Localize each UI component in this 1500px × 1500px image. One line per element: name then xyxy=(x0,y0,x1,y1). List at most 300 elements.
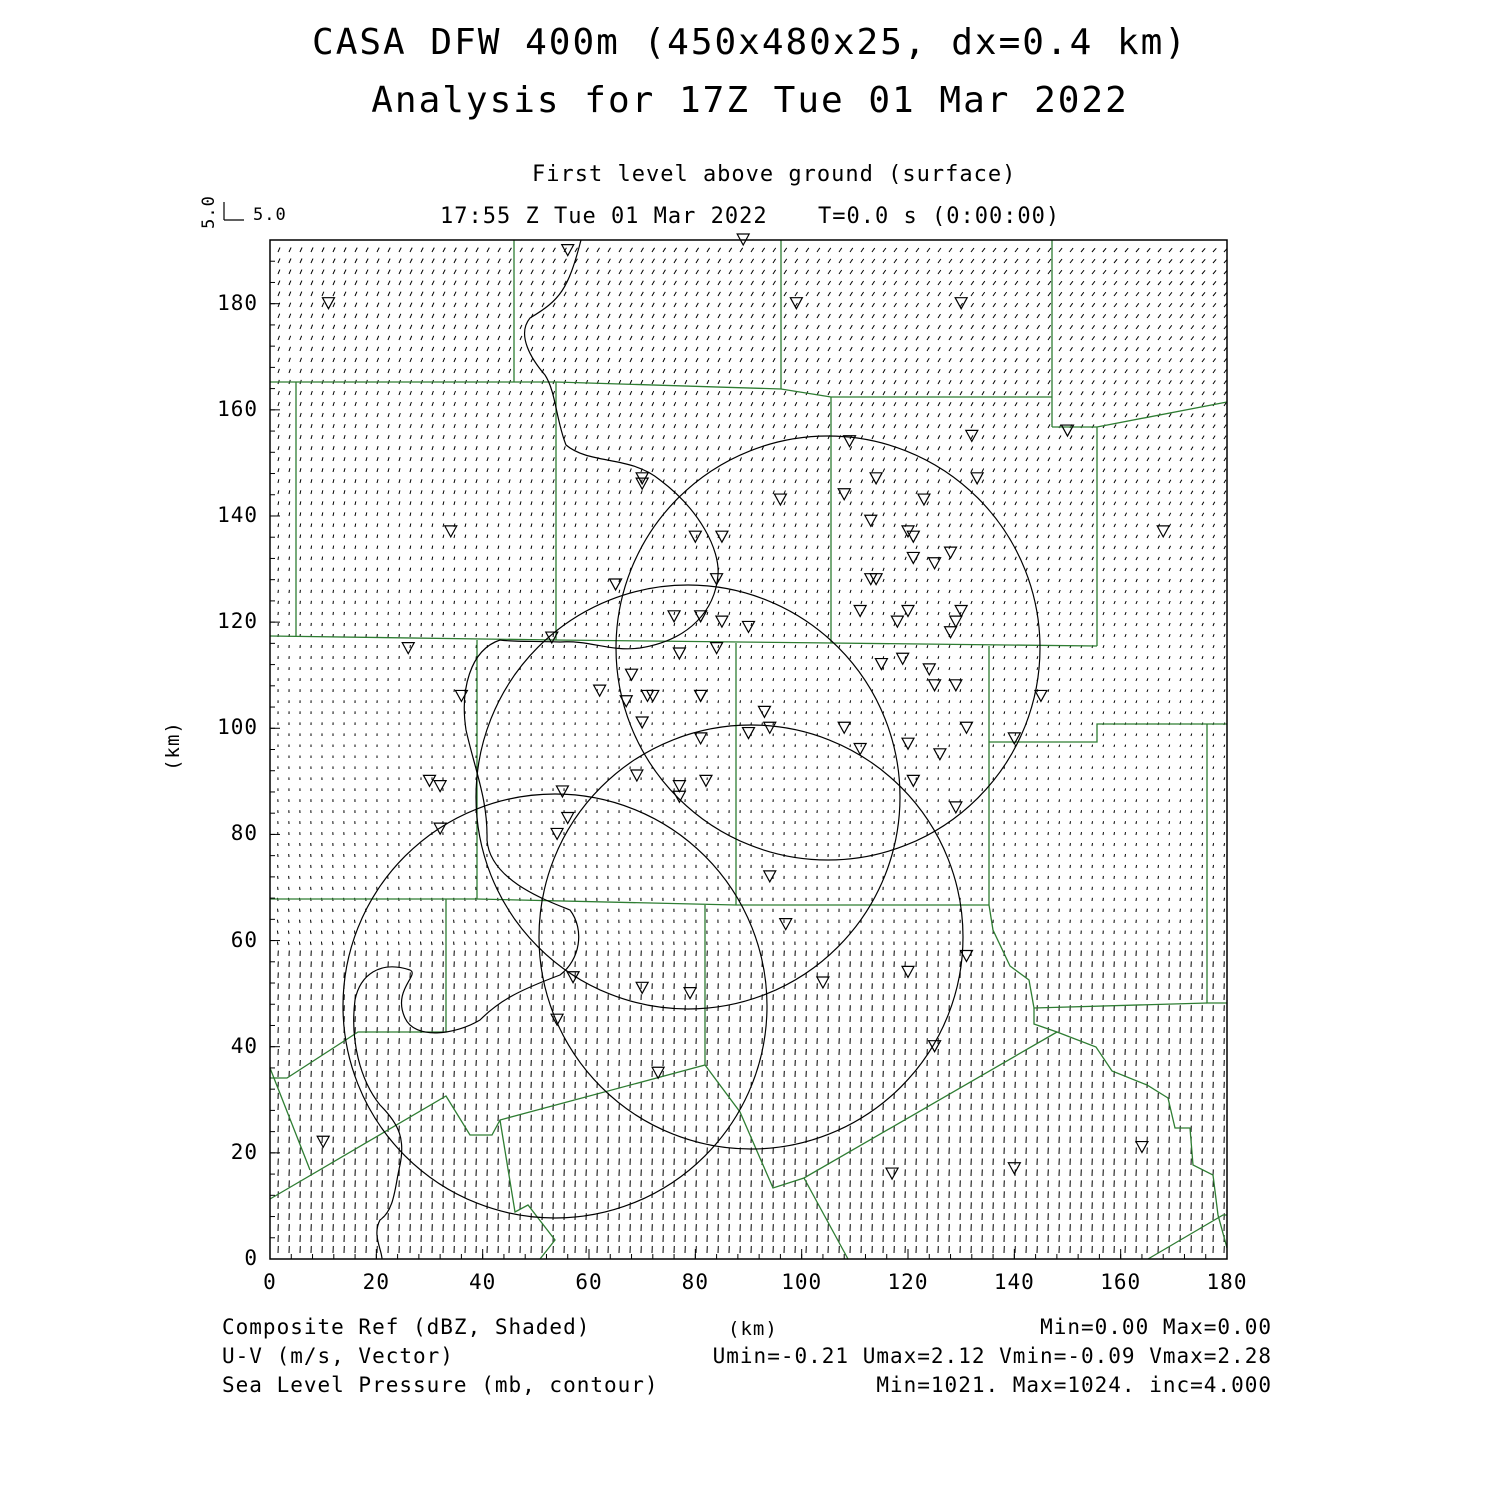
wind-vector xyxy=(927,700,928,703)
wind-vector xyxy=(927,667,928,670)
wind-vector xyxy=(1125,810,1126,813)
wind-vector xyxy=(883,722,884,725)
wind-vector xyxy=(1081,678,1082,681)
wind-vector xyxy=(971,645,972,648)
wind-vector xyxy=(553,623,554,626)
wind-vector xyxy=(762,667,763,670)
wind-vector xyxy=(1169,767,1170,770)
wind-vector xyxy=(894,678,895,681)
wind-vector xyxy=(1191,634,1192,637)
wind-vector xyxy=(586,645,587,648)
wind-vector xyxy=(685,678,686,681)
wind-vector xyxy=(1114,756,1115,759)
wind-vector xyxy=(949,734,950,737)
wind-vector xyxy=(343,942,344,945)
wind-vector xyxy=(1158,667,1159,670)
wind-vector xyxy=(993,756,994,759)
wind-vector xyxy=(1180,767,1181,770)
wind-vector xyxy=(1059,810,1060,813)
wind-vector xyxy=(696,634,697,637)
wind-vector xyxy=(1147,799,1148,802)
wind-vector xyxy=(310,931,311,934)
valid-time-label: 17:55 Z Tue 01 Mar 2022 xyxy=(440,204,768,229)
wind-vector xyxy=(1224,799,1225,802)
wind-vector xyxy=(1180,865,1181,868)
wind-vector xyxy=(993,745,994,748)
wind-vector xyxy=(817,689,818,692)
wind-vector xyxy=(905,689,906,692)
wind-vector xyxy=(762,645,763,648)
wind-vector xyxy=(1114,734,1115,737)
wind-vector xyxy=(828,722,829,725)
wind-vector xyxy=(1103,667,1104,670)
wind-vector xyxy=(277,920,278,923)
wind-vector xyxy=(707,634,708,637)
wind-vector xyxy=(1213,734,1214,737)
wind-vector xyxy=(1059,700,1060,703)
wind-vector xyxy=(1202,887,1203,890)
wind-vector xyxy=(872,667,873,670)
wind-vector xyxy=(1191,689,1192,692)
wind-vector xyxy=(916,678,917,681)
wind-vector xyxy=(1180,810,1181,813)
wind-vector xyxy=(1191,678,1192,681)
wind-vector xyxy=(1048,734,1049,737)
wind-vector xyxy=(1158,678,1159,681)
wind-vector xyxy=(1081,767,1082,770)
wind-vector xyxy=(740,700,741,703)
wind-vector xyxy=(322,931,323,934)
wind-vector xyxy=(1026,745,1027,747)
wind-vector xyxy=(1048,700,1049,703)
wind-vector xyxy=(1004,745,1005,748)
wind-vector xyxy=(1158,745,1159,747)
wind-vector xyxy=(938,656,939,659)
wind-vector xyxy=(1180,788,1181,791)
wind-vector xyxy=(531,623,532,626)
wind-vector xyxy=(1114,634,1115,637)
wind-vector xyxy=(1026,634,1027,637)
wind-vector xyxy=(971,689,972,692)
wind-vector xyxy=(696,678,697,681)
wind-vector xyxy=(1147,865,1148,868)
wind-vector xyxy=(377,931,378,934)
wind-vector xyxy=(619,634,620,637)
wind-vector xyxy=(872,722,873,725)
wind-vector xyxy=(1213,799,1214,802)
wind-vector xyxy=(1125,854,1126,857)
wind-vector xyxy=(1202,821,1203,824)
wind-vector xyxy=(476,634,477,637)
wind-vector xyxy=(872,634,873,637)
wind-vector xyxy=(1213,887,1214,890)
wind-vector xyxy=(288,931,289,934)
wind-vector xyxy=(399,931,400,934)
wind-vector xyxy=(949,756,950,759)
wind-vector xyxy=(982,711,983,714)
wind-vector xyxy=(740,645,741,648)
wind-vector xyxy=(1213,667,1214,670)
wind-vector xyxy=(685,634,686,637)
wind-vector xyxy=(663,634,664,637)
wind-vector xyxy=(861,667,862,670)
wind-vector xyxy=(1103,745,1104,747)
wind-vector xyxy=(905,634,906,637)
wind-vector xyxy=(817,722,818,725)
wind-vector xyxy=(1224,854,1225,857)
wind-vector xyxy=(619,645,620,648)
wind-vector xyxy=(960,745,961,748)
wind-vector xyxy=(1059,788,1060,791)
wind-vector xyxy=(1158,734,1159,737)
wind-vector xyxy=(1213,898,1214,901)
wind-vector xyxy=(1125,821,1126,824)
wind-vector xyxy=(1026,799,1027,802)
wind-vector xyxy=(1180,678,1181,681)
wind-vector xyxy=(1180,876,1181,879)
wind-vector xyxy=(1224,745,1225,747)
wind-vector xyxy=(751,667,752,670)
wind-vector xyxy=(1103,777,1104,780)
wind-vector xyxy=(993,711,994,714)
wind-vector xyxy=(1136,810,1137,813)
wind-vector xyxy=(1092,667,1093,670)
wind-vector xyxy=(1059,832,1060,835)
wind-vector xyxy=(1158,854,1159,857)
wind-vector xyxy=(1169,865,1170,868)
wind-vector xyxy=(729,645,730,648)
wind-vector xyxy=(1103,756,1104,759)
wind-vector xyxy=(762,678,763,681)
wind-vector xyxy=(916,656,917,659)
wind-vector xyxy=(707,656,708,659)
wind-vector xyxy=(1048,756,1049,759)
wind-vector xyxy=(1114,645,1115,648)
wind-vector xyxy=(1015,678,1016,681)
wind-vector xyxy=(850,689,851,692)
wind-vector xyxy=(1158,821,1159,824)
wind-vector xyxy=(1224,810,1225,813)
wind-vector xyxy=(1125,689,1126,692)
wind-vector xyxy=(1224,788,1225,791)
wind-vector xyxy=(905,667,906,670)
wind-vector xyxy=(971,745,972,748)
wind-vector xyxy=(729,656,730,659)
wind-vector xyxy=(718,700,719,703)
wind-vector xyxy=(751,645,752,648)
wind-vector xyxy=(949,722,950,725)
wind-vector xyxy=(982,678,983,681)
wind-vector xyxy=(1015,689,1016,692)
wind-vector xyxy=(685,656,686,659)
wind-vector xyxy=(729,634,730,637)
wind-vector xyxy=(1103,678,1104,681)
wind-vector xyxy=(1213,656,1214,659)
wind-vector xyxy=(1158,777,1159,780)
wind-vector xyxy=(1191,832,1192,835)
wind-vector xyxy=(1092,777,1093,780)
wind-vector xyxy=(1213,645,1214,648)
wind-vector xyxy=(1191,745,1192,747)
wind-vector xyxy=(1081,734,1082,737)
wind-vector xyxy=(817,711,818,714)
wind-vector xyxy=(1125,832,1126,835)
wind-vector xyxy=(795,700,796,703)
wind-vector xyxy=(652,678,653,681)
wind-vector xyxy=(476,623,477,626)
wind-vector xyxy=(795,634,796,637)
wind-vector xyxy=(1037,767,1038,770)
wind-vector xyxy=(905,711,906,714)
wind-vector xyxy=(685,667,686,670)
wind-vector xyxy=(1180,832,1181,835)
wind-vector xyxy=(1092,810,1093,813)
wind-vector xyxy=(1125,645,1126,648)
wind-vector xyxy=(1202,645,1203,648)
wind-vector xyxy=(1037,756,1038,759)
wind-vector xyxy=(1136,678,1137,681)
wind-vector xyxy=(652,634,653,637)
wind-vector xyxy=(894,667,895,670)
wind-vector xyxy=(1103,711,1104,714)
wind-vector xyxy=(1004,799,1005,802)
wind-vector xyxy=(498,634,499,637)
wind-vector xyxy=(971,711,972,714)
wind-vector xyxy=(1070,634,1071,637)
wind-vector xyxy=(982,788,983,791)
wind-vector xyxy=(993,634,994,637)
wind-vector xyxy=(1092,634,1093,637)
wind-vector xyxy=(960,689,961,692)
wind-vector xyxy=(1026,711,1027,714)
wind-vector xyxy=(1191,788,1192,791)
wind-vector xyxy=(1048,678,1049,681)
wind-vector xyxy=(817,656,818,659)
wind-vector xyxy=(806,656,807,659)
wind-vector xyxy=(1180,634,1181,637)
wind-vector xyxy=(1037,777,1038,780)
wind-vector xyxy=(1202,656,1203,659)
wind-vector xyxy=(1070,689,1071,692)
wind-vector xyxy=(960,756,961,759)
wind-vector xyxy=(1191,734,1192,737)
wind-vector xyxy=(1169,821,1170,824)
wind-vector xyxy=(773,656,774,659)
wind-vector xyxy=(1070,756,1071,759)
wind-vector xyxy=(1224,876,1225,879)
wind-vector xyxy=(1070,667,1071,670)
wind-vector xyxy=(1081,799,1082,802)
wind-vector xyxy=(729,689,730,692)
wind-vector xyxy=(1092,711,1093,714)
wind-vector xyxy=(410,942,411,945)
wind-vector xyxy=(1191,777,1192,780)
wind-vector xyxy=(465,623,466,626)
wind-vector xyxy=(839,656,840,659)
wind-vector xyxy=(729,678,730,681)
wind-vector xyxy=(333,909,334,912)
wind-vector xyxy=(1202,767,1203,770)
wind-vector xyxy=(927,734,928,737)
wind-vector xyxy=(1136,799,1137,802)
wind-vector xyxy=(1180,799,1181,802)
wind-vector xyxy=(1015,767,1016,770)
wind-vector xyxy=(1224,865,1225,868)
wind-vector xyxy=(1081,832,1082,835)
wind-vector xyxy=(355,920,356,923)
wind-vector xyxy=(773,700,774,703)
wind-vector xyxy=(740,667,741,670)
wind-vector xyxy=(1224,777,1225,780)
wind-vector xyxy=(1103,810,1104,813)
wind-vector xyxy=(1202,854,1203,857)
wind-vector xyxy=(1213,788,1214,791)
wind-vector xyxy=(1136,865,1137,868)
wind-vector xyxy=(542,645,543,648)
wind-vector xyxy=(1180,711,1181,714)
wind-vector xyxy=(1136,689,1137,692)
wind-vector xyxy=(1114,656,1115,659)
wind-vector xyxy=(333,920,334,923)
wind-vector xyxy=(938,711,939,714)
wind-vector xyxy=(299,931,300,934)
wind-vector xyxy=(1136,843,1137,846)
wind-vector xyxy=(1169,788,1170,791)
wind-vector xyxy=(982,645,983,648)
wind-vector xyxy=(1202,712,1203,715)
wind-vector xyxy=(1015,723,1016,726)
wind-vector xyxy=(1015,810,1016,813)
wind-vector xyxy=(322,909,323,912)
wind-vector xyxy=(1191,865,1192,868)
wind-vector xyxy=(960,777,961,780)
wind-vector xyxy=(1114,799,1115,802)
wind-vector xyxy=(905,645,906,648)
wind-vector xyxy=(1191,887,1192,890)
wind-vector xyxy=(1081,656,1082,659)
wind-vector xyxy=(674,678,675,681)
wind-vector xyxy=(839,634,840,637)
wind-vector xyxy=(982,722,983,725)
wind-vector xyxy=(1070,767,1071,770)
wind-vector xyxy=(1004,777,1005,780)
wind-vector xyxy=(1092,767,1093,770)
wind-vector xyxy=(894,734,895,737)
wind-vector xyxy=(993,689,994,692)
wind-vector xyxy=(1114,745,1115,747)
wind-vector xyxy=(1004,634,1005,637)
wind-vector xyxy=(927,634,928,637)
wind-vector xyxy=(938,667,939,670)
wind-vector xyxy=(1224,689,1225,692)
wind-vector xyxy=(1092,700,1093,703)
wind-vector xyxy=(993,788,994,791)
wind-vector xyxy=(1037,734,1038,737)
wind-vector xyxy=(1070,810,1071,813)
wind-vector xyxy=(938,700,939,703)
wind-vector xyxy=(817,678,818,681)
wind-vector xyxy=(1004,656,1005,659)
wind-vector xyxy=(1147,756,1148,759)
wind-vector xyxy=(1147,734,1148,737)
wind-vector xyxy=(1037,656,1038,659)
wind-vector xyxy=(971,766,972,769)
wind-vector xyxy=(784,700,785,703)
wind-vector xyxy=(740,678,741,681)
wind-vector xyxy=(597,634,598,637)
wind-vector xyxy=(1125,756,1126,759)
wind-vector xyxy=(1158,634,1159,637)
wind-vector xyxy=(696,656,697,659)
wind-vector xyxy=(971,700,972,703)
wind-vector xyxy=(443,942,444,945)
wind-vector xyxy=(575,656,576,659)
wind-vector xyxy=(1004,678,1005,681)
wind-vector xyxy=(344,931,345,934)
wind-vector xyxy=(927,745,928,748)
wind-vector xyxy=(443,623,444,626)
wind-vector xyxy=(311,909,312,912)
wind-vector xyxy=(1048,788,1049,791)
wind-vector xyxy=(421,942,422,945)
wind-vector xyxy=(1037,667,1038,670)
wind-vector xyxy=(1213,634,1214,637)
wind-vector xyxy=(927,678,928,681)
wind-vector xyxy=(806,678,807,681)
wind-vector xyxy=(1191,756,1192,759)
wind-vector xyxy=(289,920,290,923)
wind-vector xyxy=(288,942,289,945)
wind-vector xyxy=(740,656,741,659)
wind-vector xyxy=(916,756,917,759)
wind-vector xyxy=(762,689,763,692)
wind-vector xyxy=(1125,865,1126,868)
wind-vector xyxy=(1136,821,1137,824)
wind-vector xyxy=(1169,734,1170,737)
wind-vector xyxy=(1125,799,1126,802)
wind-vector xyxy=(520,645,521,648)
wind-vector xyxy=(861,722,862,725)
wind-vector xyxy=(1213,712,1214,715)
wind-vector xyxy=(718,689,719,692)
wind-vector xyxy=(1147,645,1148,648)
wind-vector xyxy=(960,766,961,769)
wind-vector xyxy=(927,689,928,692)
wind-vector xyxy=(608,667,609,670)
wind-vector xyxy=(839,711,840,714)
wind-vector xyxy=(916,722,917,725)
wind-vector xyxy=(641,634,642,637)
wind-vector xyxy=(1224,656,1225,659)
wind-vector xyxy=(828,711,829,714)
wind-vector xyxy=(762,634,763,637)
wind-vector xyxy=(1015,799,1016,802)
wind-vector xyxy=(1081,700,1082,703)
wind-vector xyxy=(1070,723,1071,726)
wind-vector xyxy=(300,909,301,912)
wind-vector xyxy=(1092,788,1093,791)
wind-vector xyxy=(1059,734,1060,737)
wind-vector xyxy=(575,623,576,626)
wind-vector xyxy=(1213,876,1214,879)
wind-vector xyxy=(982,767,983,770)
wind-vector xyxy=(1136,788,1137,791)
wind-vector xyxy=(982,777,983,780)
wind-vector xyxy=(1136,656,1137,659)
wind-vector xyxy=(1180,745,1181,747)
wind-vector xyxy=(773,678,774,681)
wind-vector xyxy=(806,700,807,703)
